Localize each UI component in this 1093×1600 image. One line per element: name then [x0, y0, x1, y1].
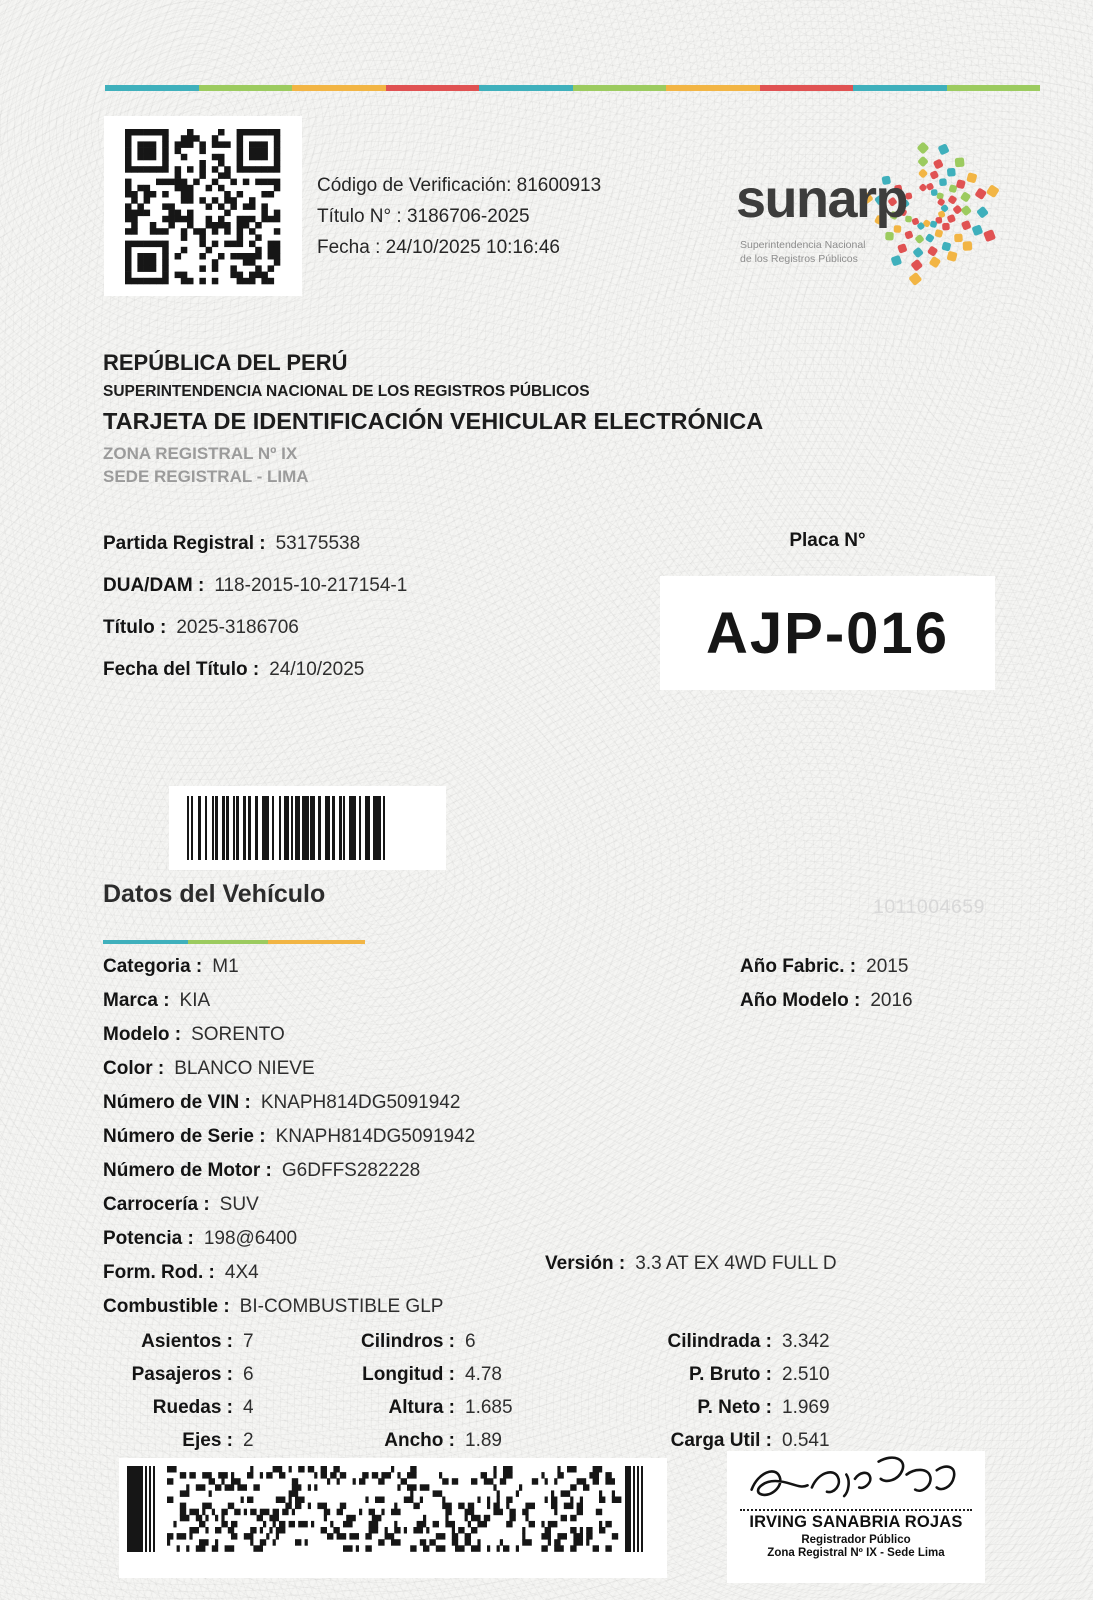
- field-label: Asientos :: [141, 1331, 233, 1352]
- field-row-ano-fabric: [740, 957, 913, 978]
- field-row-carroceria: [103, 1195, 475, 1216]
- field-value: SUV: [219, 1194, 259, 1215]
- spec-cell-altura: [318, 1398, 578, 1431]
- field-label: Longitud :: [362, 1364, 455, 1385]
- pdf417-panel: [119, 1458, 667, 1578]
- field-row-categoria: [103, 957, 475, 978]
- field-value: BLANCO NIEVE: [174, 1058, 315, 1079]
- field-row-vin: [103, 1093, 475, 1114]
- vehicle-fields-left: [103, 957, 475, 1331]
- field-label: Carrocería :: [103, 1194, 210, 1215]
- field-label: Ancho :: [384, 1430, 455, 1451]
- field-label: Pasajeros :: [131, 1364, 233, 1385]
- field-value: KNAPH814DG5091942: [275, 1126, 476, 1147]
- registral-zone: ZONA REGISTRAL Nº IX: [103, 444, 298, 463]
- field-value: BI-COMBUSTIBLE GLP: [239, 1296, 444, 1317]
- barcode-panel: [169, 786, 446, 870]
- spec-cell-cilindros: [318, 1332, 578, 1365]
- field-label: Número de VIN :: [103, 1092, 251, 1113]
- field-value: 2015: [866, 956, 909, 977]
- field-row-color: [103, 1059, 475, 1080]
- field-row-combustible: [103, 1297, 475, 1318]
- field-row-serie: [103, 1127, 475, 1148]
- field-value: 118-2015-10-217154-1: [214, 575, 408, 596]
- field-value: SORENTO: [191, 1024, 285, 1045]
- field-value: 4.78: [465, 1364, 502, 1385]
- spec-cell-p-bruto: [578, 1365, 908, 1398]
- field-row-dua-dam: [103, 576, 407, 597]
- spec-cell-pasajeros: [103, 1365, 318, 1398]
- signature-panel: [727, 1451, 985, 1583]
- section-underline: [103, 940, 365, 944]
- field-value: 1.89: [465, 1430, 502, 1451]
- field-label: Form. Rod. :: [103, 1262, 215, 1283]
- field-label: Carga Util :: [670, 1430, 772, 1451]
- field-value: 6: [243, 1364, 254, 1385]
- field-label: Número de Motor :: [103, 1160, 272, 1181]
- field-label: Ruedas :: [152, 1397, 233, 1418]
- registration-fields: [103, 534, 407, 702]
- spec-cell-ruedas: [103, 1398, 318, 1431]
- field-value: 4X4: [224, 1262, 259, 1283]
- plate-number-panel: [660, 576, 995, 690]
- field-row-version: [545, 1254, 837, 1275]
- field-label: Ejes :: [182, 1430, 233, 1451]
- verification-title-line: Título N° : 3186706-2025: [317, 206, 530, 227]
- sunarp-tagline-line2: de los Registros Públicos: [740, 253, 858, 265]
- plate-number-value: AJP-016: [706, 600, 949, 666]
- field-value: 7: [243, 1331, 254, 1352]
- field-label: Categoria :: [103, 956, 203, 977]
- document-header: [103, 350, 763, 490]
- sunarp-logo: [728, 122, 1018, 302]
- country-title: REPÚBLICA DEL PERÚ: [103, 350, 348, 375]
- field-value: 0.541: [782, 1430, 830, 1451]
- field-label: Combustible :: [103, 1296, 230, 1317]
- field-label: Fecha del Título :: [103, 659, 260, 680]
- sunarp-tagline-line1: Superintendencia Nacional: [740, 239, 866, 251]
- field-value: 53175538: [275, 533, 361, 554]
- field-label: Altura :: [388, 1397, 455, 1418]
- sunarp-wordmark: sunarp: [736, 169, 908, 229]
- field-label: DUA/DAM :: [103, 575, 205, 596]
- field-row-modelo: [103, 1025, 475, 1046]
- vehicle-fields-right: [740, 957, 913, 1025]
- plate-number-label: Placa N°: [789, 530, 866, 551]
- spec-grid: [103, 1332, 908, 1464]
- field-value: 2: [243, 1430, 254, 1451]
- field-value: 1.685: [465, 1397, 513, 1418]
- field-label: Cilindrada :: [667, 1331, 772, 1352]
- field-label: Año Modelo :: [740, 990, 861, 1011]
- field-label: Año Fabric. :: [740, 956, 857, 977]
- verification-code-line: Código de Verificación: 81600913: [317, 175, 602, 196]
- verification-date-line: Fecha : 24/10/2025 10:16:46: [317, 237, 560, 258]
- field-label: P. Bruto :: [688, 1364, 772, 1385]
- qr-panel: [104, 116, 302, 296]
- field-row-marca: [103, 991, 475, 1012]
- sunarp-tagline: [740, 238, 866, 266]
- field-row-fecha-titulo: [103, 660, 407, 681]
- field-row-potencia: [103, 1229, 475, 1250]
- vehicle-section-title: Datos del Vehículo: [103, 880, 326, 908]
- field-label: Título :: [103, 617, 167, 638]
- field-value: 4: [243, 1397, 254, 1418]
- field-label: Número de Serie :: [103, 1126, 266, 1147]
- registrar-name: IRVING SANABRIA ROJAS: [749, 1513, 963, 1531]
- field-row-ano-modelo: [740, 991, 913, 1012]
- registrar-zone: Zona Registral Nº IX - Sede Lima: [767, 1547, 945, 1559]
- signature-scribble-icon: [743, 1453, 969, 1509]
- field-value: M1: [212, 956, 239, 977]
- spec-cell-asientos: [103, 1332, 318, 1365]
- field-row-partida: [103, 534, 407, 555]
- field-label: Versión :: [545, 1253, 626, 1274]
- field-value: G6DFFS282228: [281, 1160, 421, 1181]
- field-value: KNAPH814DG5091942: [260, 1092, 461, 1113]
- spec-cell-longitud: [318, 1365, 578, 1398]
- field-label: P. Neto :: [697, 1397, 772, 1418]
- institution-title: SUPERINTENDENCIA NACIONAL DE LOS REGISTROS PÚBLICOS: [103, 383, 590, 400]
- spec-cell-cilindrada: [578, 1332, 908, 1365]
- field-value: 3.342: [782, 1331, 830, 1352]
- top-color-strip: [105, 85, 1040, 91]
- field-value: 24/10/2025: [269, 659, 365, 680]
- barcode-icon: [187, 796, 389, 860]
- field-value: KIA: [179, 990, 211, 1011]
- field-value: 2016: [870, 990, 913, 1011]
- field-value: 198@6400: [203, 1228, 298, 1249]
- field-label: Partida Registral :: [103, 533, 266, 554]
- field-value: 2025-3186706: [176, 617, 299, 638]
- field-value: 3.3 AT EX 4WD FULL D: [635, 1253, 837, 1274]
- field-label: Cilindros :: [361, 1331, 455, 1352]
- signature-divider: [740, 1509, 972, 1511]
- field-row-motor: [103, 1161, 475, 1182]
- field-value: 1.969: [782, 1397, 830, 1418]
- field-value: 6: [465, 1331, 476, 1352]
- field-row-titulo: [103, 618, 407, 639]
- field-label: Marca :: [103, 990, 170, 1011]
- field-row-form-rod: [103, 1263, 475, 1284]
- registrar-role: Registrador Público: [801, 1534, 911, 1546]
- registral-office: SEDE REGISTRAL - LIMA: [103, 467, 309, 486]
- field-label: Potencia :: [103, 1228, 194, 1249]
- spec-cell-p-neto: [578, 1398, 908, 1431]
- field-label: Modelo :: [103, 1024, 182, 1045]
- qr-code-icon: [125, 129, 281, 285]
- watermark-number: 1011004659: [872, 896, 985, 918]
- verification-block: [317, 170, 601, 263]
- field-value: 2.510: [782, 1364, 830, 1385]
- pdf417-barcode-icon: [127, 1466, 659, 1552]
- field-label: Color :: [103, 1058, 165, 1079]
- document-title: TARJETA DE IDENTIFICACIÓN VEHICULAR ELECTRÓNICA: [103, 408, 764, 434]
